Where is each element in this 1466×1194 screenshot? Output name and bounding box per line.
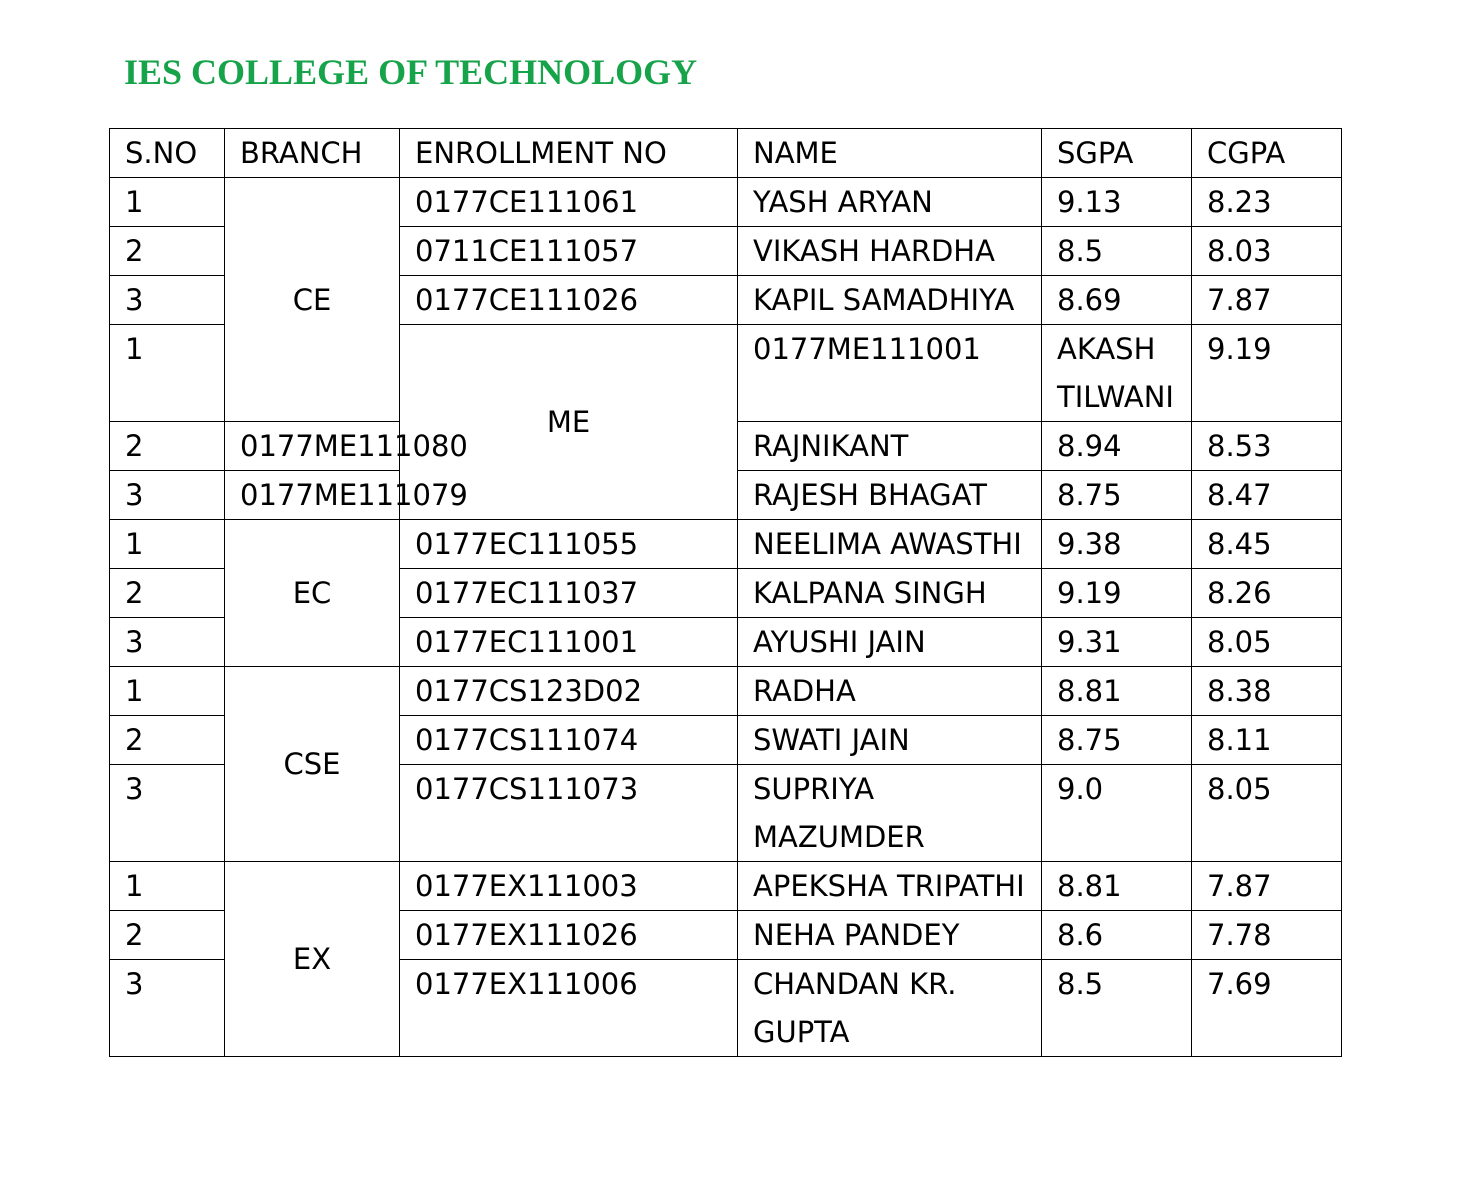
sno-cell: 2	[110, 569, 225, 618]
cgpa-cell: 8.23	[1192, 178, 1342, 227]
header-row	[110, 129, 1342, 178]
enrollment-cell: 0177CS111073	[400, 765, 738, 862]
sno-cell: 2	[110, 911, 225, 960]
header-sno: S.NO	[110, 129, 225, 178]
sgpa-cell: 9.13	[1042, 178, 1192, 227]
name-cell: SUPRIYA MAZUMDER	[738, 765, 1042, 862]
sgpa-cell: 9.38	[1042, 520, 1192, 569]
header-name: NAME	[738, 129, 1042, 178]
sno-cell: 3	[110, 471, 225, 520]
cgpa-cell: 7.87	[1192, 862, 1342, 911]
header-cgpa: CGPA	[1192, 129, 1342, 178]
table-row	[110, 667, 1342, 716]
branch-cell: EC	[225, 520, 400, 667]
sno-cell: 2	[110, 422, 225, 471]
cgpa-cell: 7.87	[1192, 276, 1342, 325]
header-sgpa: SGPA	[1042, 129, 1192, 178]
enrollment-cell: 0177EC111001	[400, 618, 738, 667]
cgpa-cell: 7.78	[1192, 911, 1342, 960]
branch-cell: EX	[225, 862, 400, 1057]
sno-cell: 3	[110, 765, 225, 862]
table-row	[110, 178, 1342, 227]
enrollment-cell: 0177CE111061	[400, 178, 738, 227]
sgpa-cell: 8.81	[1042, 862, 1192, 911]
enrollment-cell: 0177ME111080	[225, 422, 400, 471]
header-enrollment: ENROLLMENT NO	[400, 129, 738, 178]
page-title: IES COLLEGE OF TECHNOLOGY	[124, 52, 698, 92]
cgpa-cell: 8.05	[1192, 765, 1342, 862]
enrollment-cell: 0177EC111037	[400, 569, 738, 618]
enrollment-cell: 0177ME111001	[738, 325, 1042, 422]
cgpa-cell: 8.11	[1192, 716, 1342, 765]
enrollment-cell: 0177CS111074	[400, 716, 738, 765]
name-cell: AKASH TILWANI	[1042, 325, 1192, 422]
name-cell: AYUSHI JAIN	[738, 618, 1042, 667]
cgpa-cell: 7.69	[1192, 960, 1342, 1057]
sno-cell: 1	[110, 667, 225, 716]
enrollment-cell: 0177EX111026	[400, 911, 738, 960]
sno-cell: 3	[110, 960, 225, 1057]
results-table	[109, 128, 1342, 1057]
sgpa-cell: 8.75	[1042, 716, 1192, 765]
name-cell: NEHA PANDEY	[738, 911, 1042, 960]
sgpa-cell: 9.0	[1042, 765, 1192, 862]
sno-cell: 1	[110, 178, 225, 227]
cgpa-cell: 8.53	[1192, 422, 1342, 471]
cgpa-cell: 8.47	[1192, 471, 1342, 520]
branch-cell: CE	[225, 178, 400, 422]
cgpa-cell: 8.03	[1192, 227, 1342, 276]
sgpa-cell: 8.5	[1042, 960, 1192, 1057]
sgpa-cell: 8.94	[1042, 422, 1192, 471]
cgpa-cell: 8.05	[1192, 618, 1342, 667]
sgpa-cell: 8.75	[1042, 471, 1192, 520]
enrollment-cell: 0177CE111026	[400, 276, 738, 325]
table-row	[110, 862, 1342, 911]
sgpa-cell: 9.31	[1042, 618, 1192, 667]
name-cell: RADHA	[738, 667, 1042, 716]
name-cell: NEELIMA AWASTHI	[738, 520, 1042, 569]
sno-cell: 2	[110, 716, 225, 765]
cgpa-cell: 8.38	[1192, 667, 1342, 716]
sgpa-cell: 9.19	[1192, 325, 1342, 422]
enrollment-cell: 0177EC111055	[400, 520, 738, 569]
name-cell: APEKSHA TRIPATHI	[738, 862, 1042, 911]
sno-cell: 1	[110, 325, 225, 422]
enrollment-cell: 0177EX111006	[400, 960, 738, 1057]
name-cell: RAJESH BHAGAT	[738, 471, 1042, 520]
sgpa-cell: 8.81	[1042, 667, 1192, 716]
sno-cell: 1	[110, 862, 225, 911]
name-cell: VIKASH HARDHA	[738, 227, 1042, 276]
sgpa-cell: 8.6	[1042, 911, 1192, 960]
sgpa-cell: 8.69	[1042, 276, 1192, 325]
name-cell: SWATI JAIN	[738, 716, 1042, 765]
name-cell: KAPIL SAMADHIYA	[738, 276, 1042, 325]
sno-cell: 3	[110, 618, 225, 667]
table-row	[110, 520, 1342, 569]
branch-cell: ME	[400, 325, 738, 520]
cgpa-cell: 8.45	[1192, 520, 1342, 569]
name-cell: RAJNIKANT	[738, 422, 1042, 471]
name-cell: CHANDAN KR. GUPTA	[738, 960, 1042, 1057]
enrollment-cell: 0177CS123D02	[400, 667, 738, 716]
sno-cell: 3	[110, 276, 225, 325]
sgpa-cell: 8.5	[1042, 227, 1192, 276]
enrollment-cell: 0711CE111057	[400, 227, 738, 276]
enrollment-cell: 0177EX111003	[400, 862, 738, 911]
sno-cell: 1	[110, 520, 225, 569]
branch-cell: CSE	[225, 667, 400, 862]
sno-cell: 2	[110, 227, 225, 276]
header-branch: BRANCH	[225, 129, 400, 178]
cgpa-cell: 8.26	[1192, 569, 1342, 618]
sgpa-cell: 9.19	[1042, 569, 1192, 618]
name-cell: KALPANA SINGH	[738, 569, 1042, 618]
name-cell: YASH ARYAN	[738, 178, 1042, 227]
enrollment-cell: 0177ME111079	[225, 471, 400, 520]
